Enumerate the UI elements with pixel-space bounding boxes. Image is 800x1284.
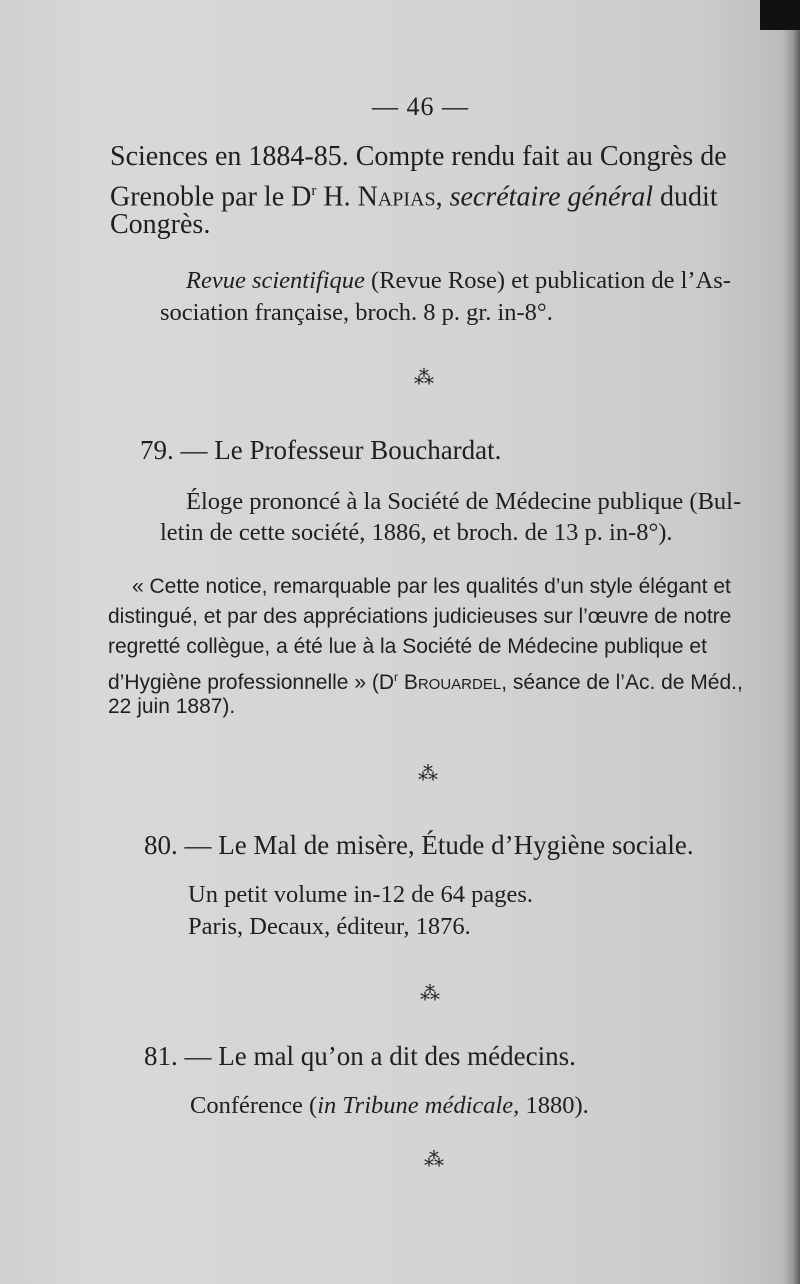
entry-80-line-2: Paris, Decaux, éditeur, 1876. — [188, 913, 471, 940]
scan-corner-shadow — [760, 0, 800, 30]
intro-line-2-start: Grenoble par le D — [110, 181, 312, 213]
entry-81-line-1 — [190, 1091, 589, 1121]
revue-line-1-rest: (Revue Rose) et publication de l’As- — [364, 267, 731, 294]
entry-79-heading: 79. — Le Professeur Bouchardat. — [140, 435, 502, 465]
quote-line-4-end: séance de l’Ac. de Méd., — [507, 671, 743, 694]
cited-author-name: Brouardel, — [398, 671, 508, 694]
intro-line-2-end: dudit — [653, 181, 718, 213]
separator-stars: ⁂ — [424, 1149, 444, 1171]
quote-line-4-sup: r — [394, 670, 398, 684]
intro-line-1: Sciences en 1884-85. Compte rendu fait au Congrès de — [110, 141, 727, 172]
revue-line-2: sociation française, broch. 8 p. gr. in-8°. — [160, 299, 553, 326]
entry-80-line-1: Un petit volume in-12 de 64 pages. — [188, 881, 533, 908]
entry-80-heading: 80. — Le Mal de misère, Étude d’Hygiène sociale. — [144, 830, 694, 860]
author-role: secrétaire général — [442, 181, 654, 213]
entry-79-quote-line-2: distingué, et par des appréciations judicieuses sur l’œuvre de notre — [108, 605, 732, 628]
page-edge-shadow — [782, 0, 800, 1284]
entry-81-line-1-end: 1880). — [519, 1092, 589, 1119]
entry-81-heading: 81. — Le mal qu’on a dit des médecins. — [144, 1041, 576, 1071]
revue-line-1 — [186, 266, 731, 296]
entry-81-source: in Tribune médicale, — [317, 1092, 520, 1119]
author-name: H. Napias, — [316, 181, 443, 213]
separator-stars: ⁂ — [418, 763, 438, 785]
page-number: — 46 — — [372, 92, 469, 121]
intro-line-2 — [110, 175, 718, 213]
entry-79-line-2: letin de cette société, 1886, et broch. de 13 p. in-8°). — [160, 519, 673, 546]
entry-79-quote-line-5: 22 juin 1887). — [108, 695, 236, 718]
entry-79-quote-line-3: regretté collègue, a été lue à la Société de Médecine publique et — [108, 635, 707, 658]
intro-line-3: Congrès. — [110, 209, 211, 240]
quote-line-4-start: d’Hygiène professionnelle » (D — [108, 671, 394, 694]
entry-81-line-1-start: Conférence ( — [190, 1092, 318, 1119]
separator-stars: ⁂ — [420, 983, 440, 1005]
revue-journal: Revue scientifique — [186, 267, 365, 294]
separator-stars: ⁂ — [414, 367, 434, 389]
entry-79-line-1: Éloge prononcé à la Société de Médecine publique (Bul- — [186, 488, 742, 515]
intro-line-2-sup: r — [311, 183, 317, 199]
entry-79-quote-line-1: « Cette notice, remarquable par les qualités d’un style élégant et — [132, 575, 731, 598]
